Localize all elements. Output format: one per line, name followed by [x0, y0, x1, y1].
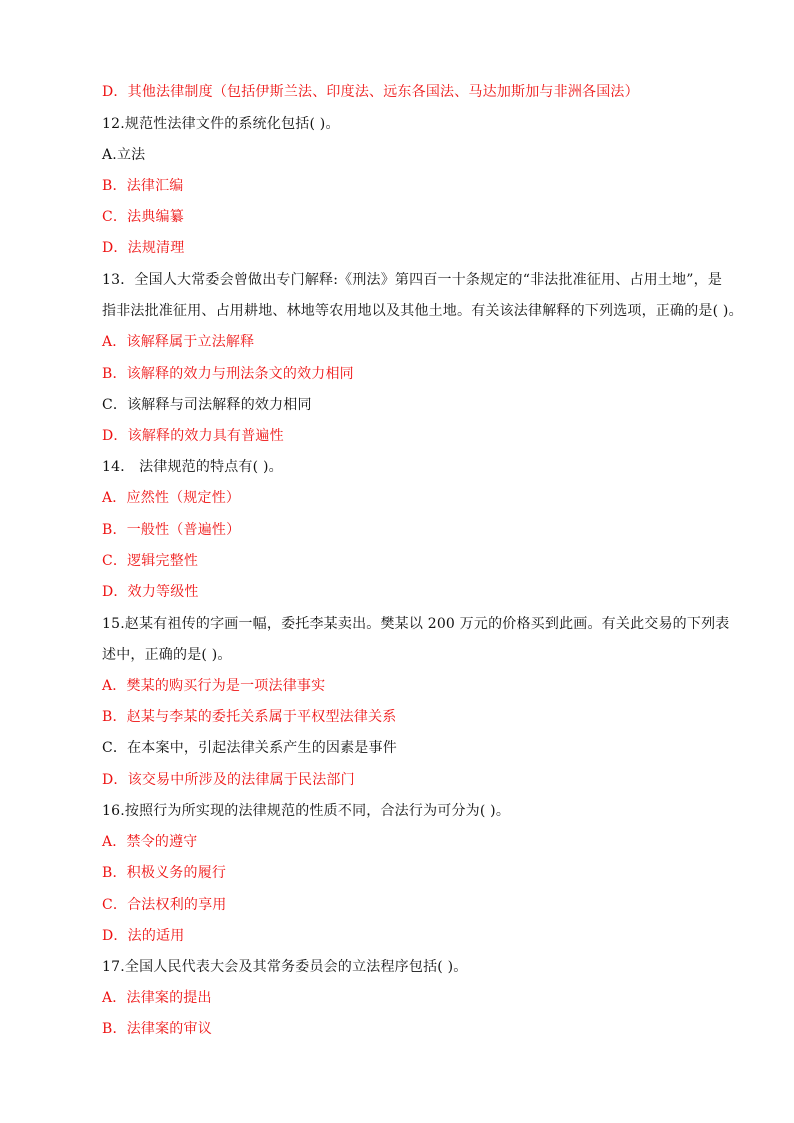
option-13-a: A．该解释属于立法解释	[102, 334, 255, 350]
option-15-b: B．赵某与李某的委托关系属于平权型法律关系	[102, 709, 397, 725]
question-14: 14． 法律规范的特点有( )。	[102, 459, 283, 475]
option-12-a: A.立法	[102, 147, 146, 163]
option-13-d: D．该解释的效力具有普遍性	[102, 428, 284, 444]
option-16-d: D．法的适用	[102, 928, 185, 944]
question-13-line-2: 指非法批准征用、占用耕地、林地等农用地以及其他土地。有关该法律解释的下列选项，正确的是( )。	[102, 303, 743, 319]
option-11-d: D．其他法律制度（包括伊斯兰法、印度法、远东各国法、马达加斯加与非洲各国法）	[102, 84, 639, 100]
option-17-a: A．法律案的提出	[102, 990, 212, 1006]
option-12-d: D．法规清理	[102, 240, 185, 256]
option-15-d: D．该交易中所涉及的法律属于民法部门	[102, 772, 355, 788]
question-12: 12.规范性法律文件的系统化包括( )。	[102, 116, 340, 132]
option-17-b: B．法律案的审议	[102, 1021, 212, 1037]
option-12-b: B．法律汇编	[102, 178, 184, 194]
question-13-line-1: 13．全国人大常委会曾做出专门解释:《刑法》第四百一十条规定的“非法批准征用、占用土地”，是	[102, 272, 723, 288]
option-16-a: A．禁令的遵守	[102, 834, 198, 850]
option-15-c: C．在本案中，引起法律关系产生的因素是事件	[102, 740, 397, 756]
question-17: 17.全国人民代表大会及其常务委员会的立法程序包括( )。	[102, 959, 468, 975]
option-12-c: C．法典编纂	[102, 209, 184, 225]
question-15-line-2: 述中，正确的是( )。	[102, 647, 232, 663]
option-16-c: C．合法权利的享用	[102, 897, 227, 913]
option-16-b: B．积极义务的履行	[102, 865, 227, 881]
option-13-b: B．该解释的效力与刑法条文的效力相同	[102, 366, 354, 382]
option-13-c: C．该解释与司法解释的效力相同	[102, 397, 312, 413]
option-14-c: C．逻辑完整性	[102, 553, 199, 569]
question-15-line-1: 15.赵某有祖传的字画一幅，委托李某卖出。樊某以 200 万元的价格买到此画。有关此交易的下列表	[102, 616, 730, 632]
option-14-d: D．效力等级性	[102, 584, 199, 600]
question-16: 16.按照行为所实现的法律规范的性质不同，合法行为可分为( )。	[102, 803, 511, 819]
option-14-b: B．一般性（普遍性）	[102, 522, 241, 538]
option-14-a: A．应然性（规定性）	[102, 490, 241, 506]
option-15-a: A．樊某的购买行为是一项法律事实	[102, 678, 326, 694]
